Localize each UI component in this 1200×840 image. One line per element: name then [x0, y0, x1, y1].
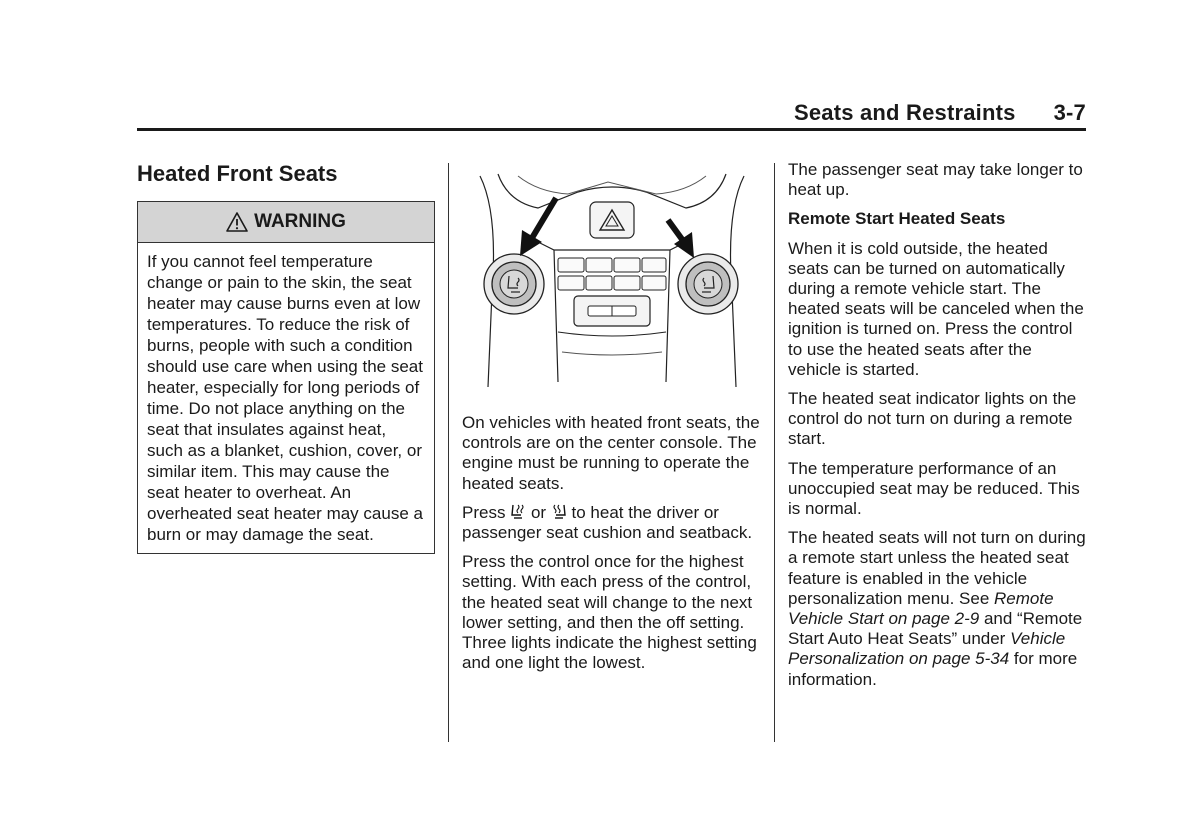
heated-seat-passenger-icon: [551, 503, 567, 520]
warning-header: [138, 202, 434, 243]
text-run: and “Remote Start Auto Heat Seats” under: [788, 609, 1083, 649]
paragraph-press: [462, 503, 762, 543]
column-divider-1: [448, 163, 449, 742]
cross-reference-link[interactable]: Remote Vehicle Start on page 2-9: [788, 588, 1054, 629]
warning-label: WARNING: [254, 210, 346, 232]
text-run: for more information.: [788, 649, 1078, 689]
warning-triangle-icon: [226, 212, 248, 232]
paragraph: The temperature performance of an unoccupied seat may be reduced. This is normal.: [788, 458, 1080, 519]
heated-seat-driver-icon: [510, 503, 526, 520]
text-run: or: [530, 502, 547, 522]
paragraph: The heated seat indicator lights on the control do not turn on during a remote start.: [788, 389, 1077, 449]
paragraph-see-also: [788, 528, 1088, 690]
column-3: [788, 160, 1088, 699]
text-run: Press: [462, 502, 506, 522]
right-arrow-icon: [668, 220, 694, 258]
paragraph: On vehicles with heated front seats, the controls are on the center console. The engine must be running to operate the heated seats.: [462, 413, 760, 493]
paragraph: When it is cold outside, the heated seats can be turned on automatically during a remote vehicle start. The heated seats will be canceled when the ignition is turned on. Press the control to use the heated seats after the vehicle is started.: [788, 238, 1084, 379]
page-number: 3-7: [1053, 100, 1086, 125]
column-divider-2: [774, 163, 775, 742]
running-head: [0, 100, 1086, 126]
text-run: The heated seats will not turn on during a remote start unless the heated seat feature is enabled in the vehicle personalization menu. See: [788, 528, 1086, 608]
left-arrow-icon: [520, 198, 556, 256]
section-title-header: Seats and Restraints: [793, 100, 1016, 125]
section-heading: Heated Front Seats: [137, 161, 338, 186]
text-run: to heat the driver or passenger seat cushion and seatback.: [462, 502, 753, 543]
paragraph: Press the control once for the highest setting. With each press of the control, the heated seat will change to the next lower setting, and then the off setting. Three lights indicate the highest setting and one light the lowest.: [462, 552, 757, 673]
warning-box: [137, 201, 435, 554]
console-illustration: [478, 172, 746, 392]
header-rule: [137, 128, 1086, 131]
column-1: [137, 160, 435, 554]
column-2: [462, 413, 762, 682]
paragraph: The passenger seat may take longer to heat up.: [788, 160, 1083, 200]
warning-text: If you cannot feel temperature change or pain to the skin, the seat heater may cause burns even at low temperatures. To reduce the risk of burns, people with such a condition should use care when using the seat heater, especially for long periods of time. Do not place anything on the seat that insulates against heat, such as a blanket, cushion, cover, or similar item. This may cause the seat heater to overheat. An overheated seat heater may cause a burn or may damage the seat.: [147, 252, 423, 544]
cross-reference-link[interactable]: Vehicle Personalization on page 5-34: [788, 629, 1066, 669]
subheading: Remote Start Heated Seats: [788, 209, 1006, 229]
